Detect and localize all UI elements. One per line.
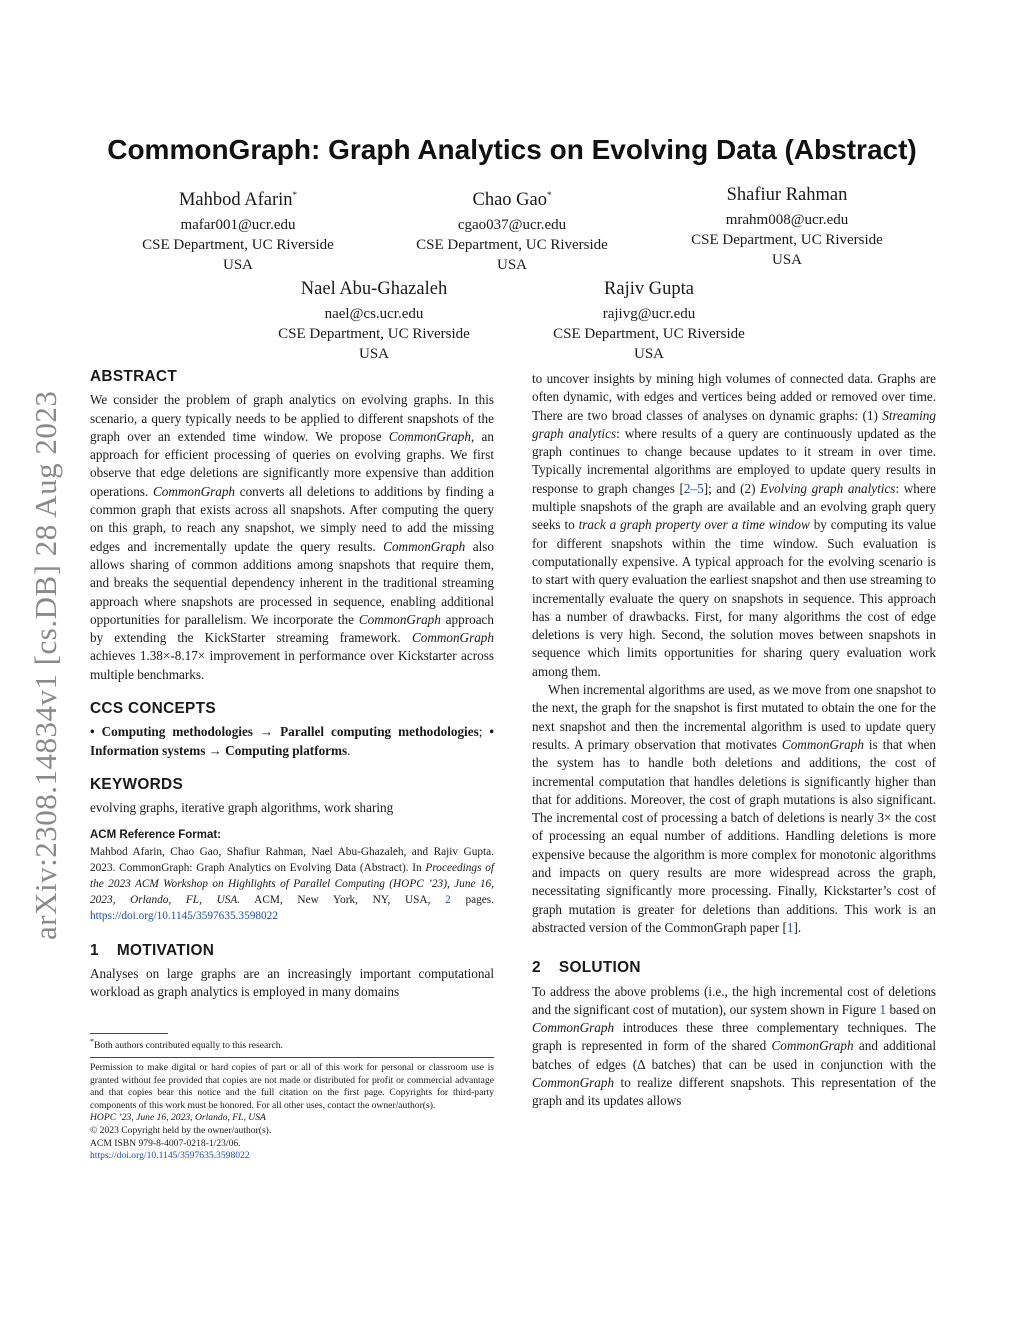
- keywords-text: evolving graphs, iterative graph algorithms, work sharing: [90, 800, 394, 816]
- motivation-intro: Analyses on large graphs are an increasingly important computational workload as graph analytics is employed in many domains: [90, 966, 494, 1000]
- doi-link[interactable]: https://doi.org/10.1145/3597635.3598022: [90, 909, 278, 922]
- footnote-rule: [90, 1033, 168, 1034]
- arxiv-identifier: arXiv:2308.14834v1 [cs.DB] 28 Aug 2023: [28, 390, 63, 940]
- author-block: [234, 277, 514, 364]
- author-affiliation: CSE Department, UC Riverside: [278, 326, 470, 342]
- author-block: [98, 183, 378, 275]
- author-name: Rajiv Gupta: [604, 279, 694, 299]
- author-name: Shafiur Rahman: [726, 185, 848, 205]
- abstract-heading: ABSTRACT: [90, 368, 178, 385]
- author-name: Chao Gao: [472, 190, 547, 211]
- author-affiliation: CSE Department, UC Riverside: [553, 326, 745, 342]
- author-affiliation: CSE Department, UC Riverside: [142, 237, 334, 254]
- motivation-heading: 1 MOTIVATION: [90, 941, 215, 959]
- permission-doi-link[interactable]: https://doi.org/10.1145/3597635.3598022: [90, 1150, 250, 1162]
- author-block: [647, 183, 927, 270]
- citation-link[interactable]: 1: [786, 919, 794, 935]
- author-block: [509, 277, 789, 364]
- permission-rule: [90, 1057, 494, 1058]
- pages-link[interactable]: 2: [445, 893, 451, 906]
- equal-contribution-mark: *: [547, 190, 552, 200]
- author-email: mafar001@ucr.edu: [180, 217, 296, 234]
- permission-text: Permission to make digital or hard copies of part or all of this work for personal or classroom use is granted without fee provided that copies are not made or distributed for profit or commercial advantage and that copies bear this notice and the full citation on the first page. Copyrights for third-party components of this work must be honored. For all other uses, contact the owner/author(s).: [90, 1062, 494, 1111]
- equal-contribution-mark: *: [292, 190, 298, 200]
- citation-link[interactable]: 2–5: [683, 480, 704, 496]
- abstract-text: We consider the problem of graph analytics on evolving graphs. In this scenario, a query typically needs to be applied to different snapshots of the graph over an extended time window. We propose CommonGraph, an approach for efficient processing of queries on evolving graphs. We first observe that edge deletions are significantly more expensive than addition operations. CommonGraph converts all deletions to additions by finding a common graph that exists across all snapshots. After computing the query on this graph, to reach any snapshot, we simply need to add the missing edges and incrementally update the query results. CommonGraph also allows sharing of common additions among snapshots that require them, and breaks the sequential dependency inherent in the traditional streaming approach where snapshots are processed in sequence, enabling additional opportunities for parallelism. We incorporate the CommonGraph approach by extending the KickStarter streaming framework. CommonGraph achieves 1.38×-8.17× improvement in performance over Kickstarter across multiple benchmarks.: [90, 392, 494, 682]
- acm-reference-text: Mahbod Afarin, Chao Gao, Shafiur Rahman, Nael Abu-Ghazaleh, and Rajiv Gupta. 2023. CommonGraph: Graph Analytics on Evolving Data (Abstract). In Proceedings of the 2023 ACM Workshop on Highlights of Parallel Computing (HOPC ’23), June 16, 2023, Orlando, FL, USA. ACM, New York, NY, USA, 2 pages. https://doi.org/10.1145/3597635.3598022: [90, 845, 494, 922]
- solution-heading: 2 SOLUTION: [532, 959, 641, 977]
- author-email: cgao037@ucr.edu: [457, 217, 567, 234]
- footnote: *Both authors contributed equally to this research.: [90, 1037, 283, 1052]
- keywords-heading: KEYWORDS: [90, 775, 184, 793]
- author-block: [372, 183, 652, 275]
- motivation-paragraph: When incremental algorithms are used, as we move from one snapshot to the next, the graph for the snapshot is first mutated to obtain the one for the next snapshot and then the incremental algorithm is used to update query results. A primary observation that motivates CommonGraph is that when the system has to handle both deletions and additions, the cost of incremental computation that handles deletions is significantly higher than that for additions. Moreover, the cost of graph mutations is also significant. The incremental cost of processing a batch of deletions is nearly 3× the cost of processing an equal number of additions. Handling deletions is more expensive because the algorithm is more complex for monotonic algorithms and impacts on query results are more widespread across the graph, necessitating significantly more processing. Finally, Kickstarter’s cost of graph mutation is greater for deletions than additions. This work is an abstracted version of the CommonGraph paper [1].: [532, 682, 936, 935]
- ccs-heading: CCS CONCEPTS: [90, 700, 216, 718]
- author-affiliation: CSE Department, UC Riverside: [416, 237, 608, 254]
- author-affiliation: CSE Department, UC Riverside: [691, 232, 883, 248]
- left-column: [90, 368, 494, 1002]
- author-country: USA: [633, 346, 664, 362]
- author-country: USA: [222, 257, 253, 274]
- author-email: mrahm008@ucr.edu: [725, 212, 849, 228]
- author-email: rajivg@ucr.edu: [602, 306, 696, 322]
- ccs-concepts: • Computing methodologies → Parallel computing methodologies; • Information systems → Computing platforms.: [90, 724, 494, 758]
- author-country: USA: [496, 257, 527, 274]
- permission-block: [90, 1062, 494, 1163]
- author-country: USA: [358, 346, 389, 362]
- motivation-paragraph: to uncover insights by mining high volumes of connected data. Graphs are often dynamic, with edges and vertices being added or removed over time. There are two broad classes of analyses on dynamic graphs: (1) Streaming graph analytics: where results of a query are continuously updated as the graph continues to change because updates to it stream in over time. Typically incremental algorithms are employed to update query results in response to graph changes [2–5]; and (2) Evolving graph analytics: where multiple snapshots of the graph are available and an evolving graph query seeks to track a graph property over a time window by computing its value for different snapshots within the time window. Such evaluation is computationally expensive. A typical approach for the evolving scenario is to start with query evaluation the earliest snapshot and then use streaming to incrementally evaluate the query on snapshots in sequence. This approach has a number of drawbacks. First, for many algorithms the cost of edge deletions is very high. Second, the solution moves between snapshots in sequence which limits opportunities for sharing query evaluation work among them.: [532, 371, 936, 679]
- author-country: USA: [771, 252, 802, 268]
- copyright-line: © 2023 Copyright held by the owner/author(s).: [90, 1124, 272, 1136]
- acm-reference-heading: ACM Reference Format:: [90, 828, 221, 841]
- author-email: nael@cs.ucr.edu: [324, 306, 424, 322]
- figure-link[interactable]: 1: [879, 1001, 887, 1017]
- author-name: Mahbod Afarin: [178, 190, 293, 211]
- solution-paragraph: To address the above problems (i.e., the high incremental cost of deletions and the significant cost of mutation), our system shown in Figure 1 based on CommonGraph introduces these three complementary techniques. The graph is represented in form of the shared CommonGraph and additional batches of edges (Δ batches) that can be used in conjunction with the CommonGraph to realize different snapshots. This representation of the graph and its updates allows: [532, 983, 936, 1109]
- isbn-line: ACM ISBN 979-8-4007-0218-1/23/06.: [90, 1137, 241, 1149]
- paper-title: CommonGraph: Graph Analytics on Evolving Data (Abstract): [107, 134, 917, 165]
- author-name: Nael Abu-Ghazaleh: [300, 279, 448, 299]
- venue-line: HOPC ’23, June 16, 2023, Orlando, FL, USA: [90, 1112, 266, 1124]
- right-column: [532, 370, 936, 1111]
